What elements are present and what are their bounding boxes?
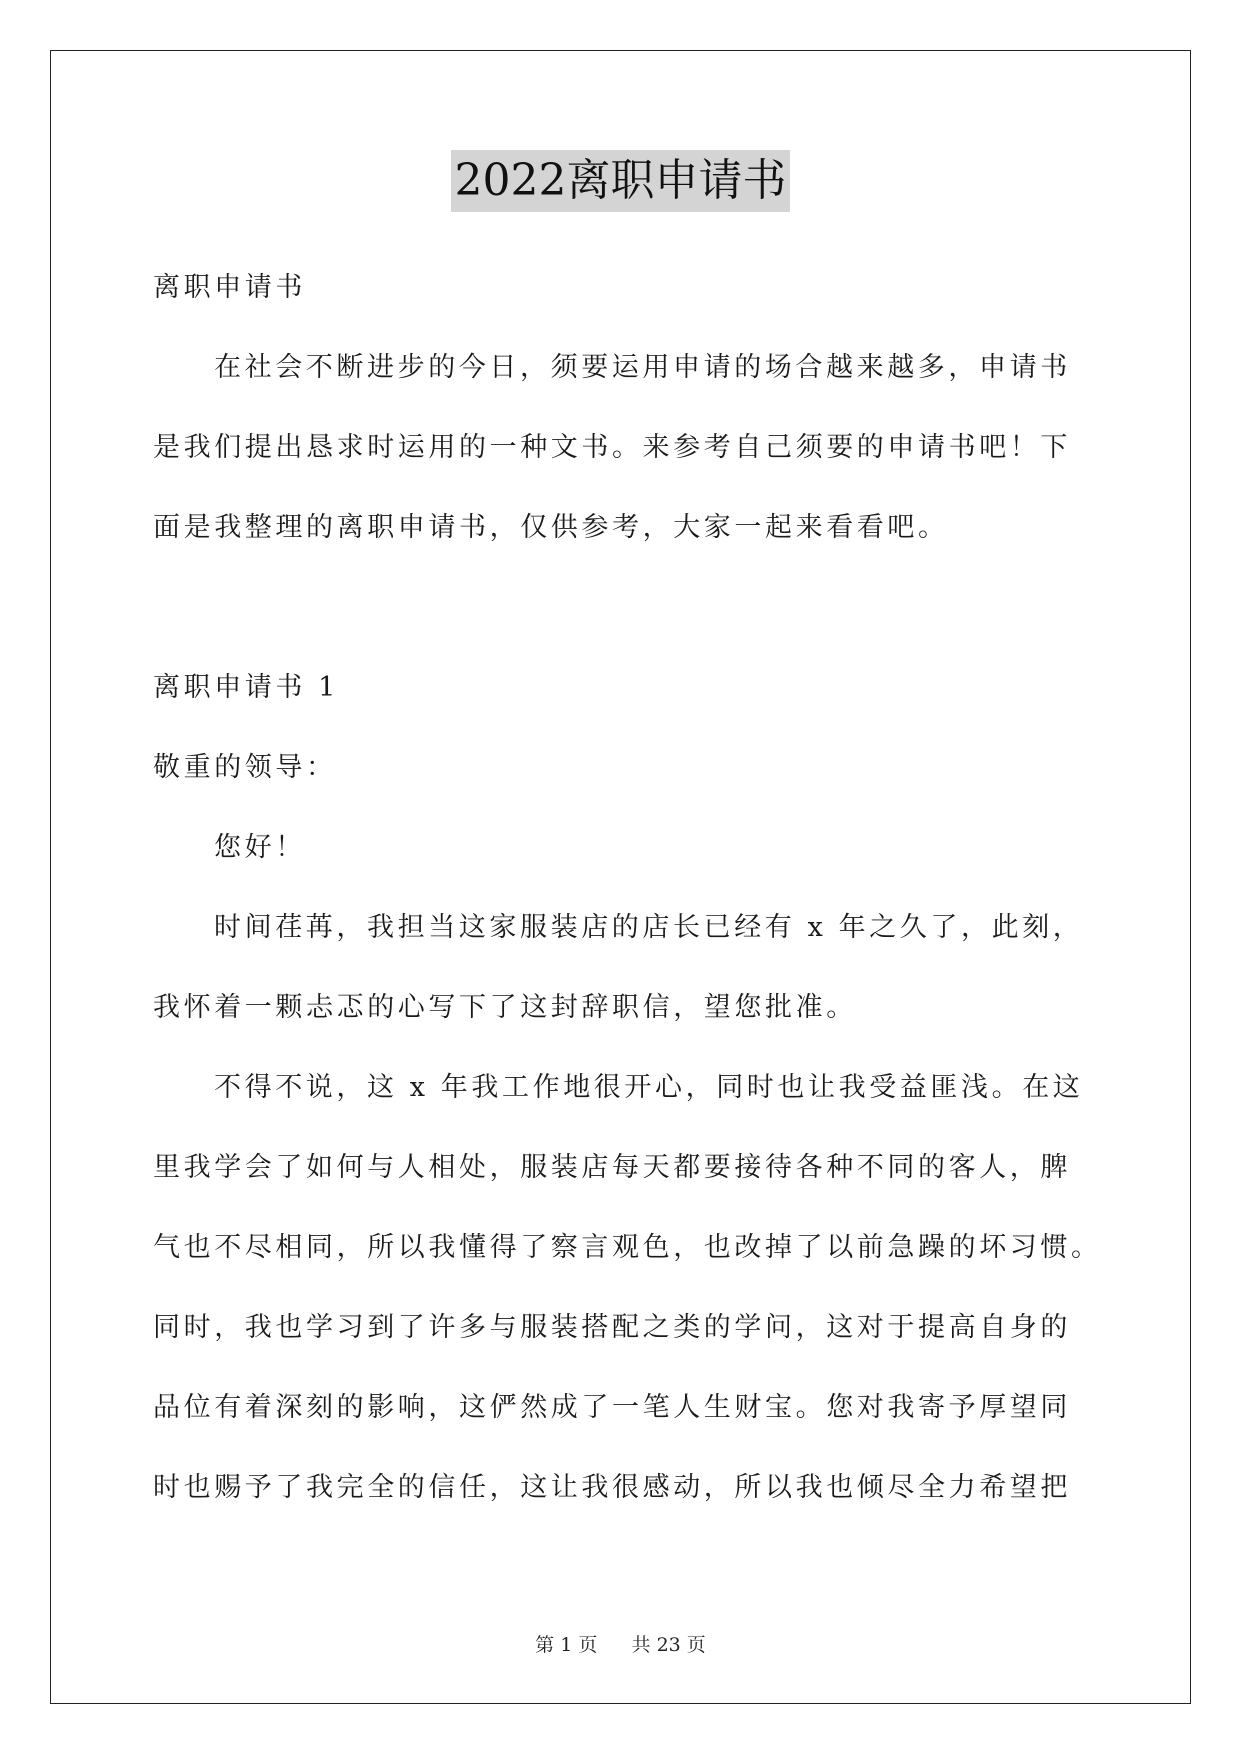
page-number: 第 1 页 <box>535 1634 598 1656</box>
paragraph-line: 同时，我也学习到了许多与服装搭配之类的学问，这对于提高自身的 <box>153 1312 1071 1343</box>
paragraph-line: 里我学会了如何与人相处，服装店每天都要接待各种不同的客人，脾 <box>153 1152 1071 1183</box>
paragraph-line: 我怀着一颗忐忑的心写下了这封辞职信，望您批准。 <box>153 992 857 1023</box>
page-footer <box>0 1630 1241 1657</box>
paragraph-line: 品位有着深刻的影响，这俨然成了一笔人生财宝。您对我寄予厚望同 <box>153 1392 1071 1423</box>
paragraph-line: 时也赐予了我完全的信任，这让我很感动，所以我也倾尽全力希望把 <box>153 1472 1071 1503</box>
paragraph-line: 气也不尽相同，所以我懂得了察言观色，也改掉了以前急躁的坏习惯。 <box>153 1232 1102 1263</box>
paragraph-line: 时间荏苒，我担当这家服装店的店长已经有 x 年之久了，此刻， <box>214 912 1084 943</box>
paragraph-line: 不得不说，这 x 年我工作地很开心，同时也让我受益匪浅。在这 <box>214 1072 1084 1103</box>
title-wrap <box>0 150 1241 212</box>
document-title: 2022离职申请书 <box>451 150 791 212</box>
section-heading: 离职申请书 <box>153 272 306 303</box>
paragraph-line: 在社会不断进步的今日，须要运用申请的场合越来越多，申请书 <box>214 352 1071 383</box>
paragraph-line: 是我们提出恳求时运用的一种文书。来参考自己须要的申请书吧！下 <box>153 432 1071 463</box>
salutation: 敬重的领导： <box>153 752 337 783</box>
paragraph-line: 面是我整理的离职申请书，仅供参考，大家一起来看看吧。 <box>153 512 949 543</box>
page-total: 共 23 页 <box>631 1634 706 1656</box>
section-heading: 离职申请书 1 <box>153 672 339 703</box>
greeting: 您好！ <box>214 832 306 863</box>
